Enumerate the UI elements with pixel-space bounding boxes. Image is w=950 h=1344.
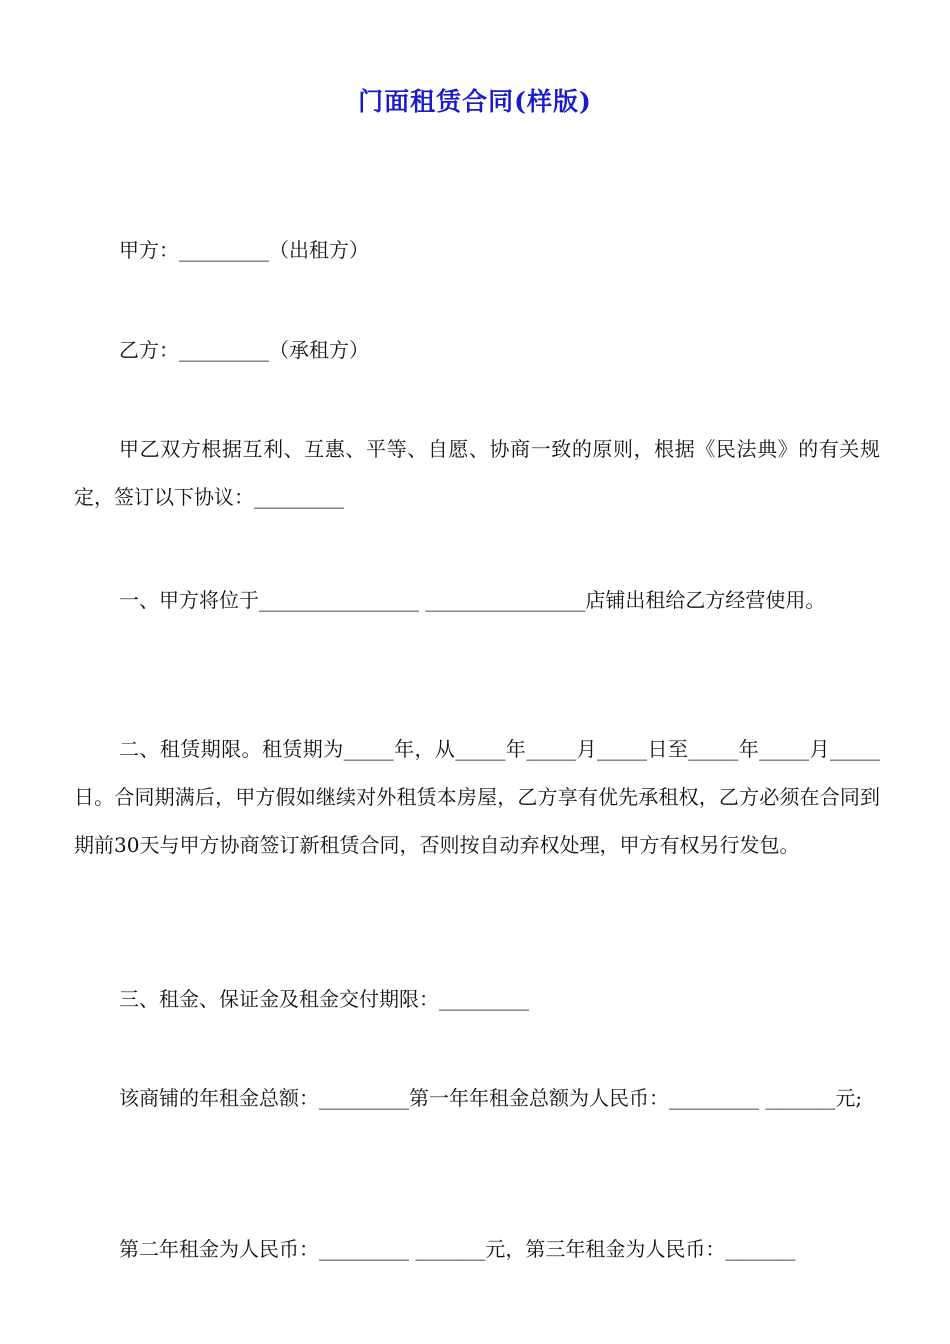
- preamble-paragraph: 甲乙双方根据互利、互惠、平等、自愿、协商一致的原则，根据《民法典》的有关规定，签订以下协议：_________: [74, 437, 880, 509]
- party-a-line: 甲方：_________（出租方）: [119, 238, 369, 262]
- clause-2-paragraph: 二、租赁期限。租赁期为_____年，从_____年_____月_____日至_____年_____月_____日。合同期满后，甲方假如继续对外租赁本房屋，乙方享有优先承租权，乙方必须在合同到期前30天与甲方协商签订新租赁合同，否则按自动弃权处理，甲方有权另行发包。: [74, 737, 880, 857]
- party-b-line: 乙方：_________（承租方）: [119, 338, 369, 362]
- clause-3-heading: 三、租金、保证金及租金交付期限：_________: [119, 987, 529, 1011]
- annual-rent-paragraph: 该商铺的年租金总额：_________第一年年租金总额为人民币：_________ _______元;: [119, 1086, 863, 1110]
- clause-1-paragraph: 一、甲方将位于________________ ________________店铺出租给乙方经营使用。: [119, 588, 826, 612]
- second-year-rent-paragraph: 第二年租金为人民币：_________ _______元，第三年租金为人民币：_______: [119, 1237, 796, 1261]
- document-title: 门面租赁合同(样版): [358, 87, 592, 116]
